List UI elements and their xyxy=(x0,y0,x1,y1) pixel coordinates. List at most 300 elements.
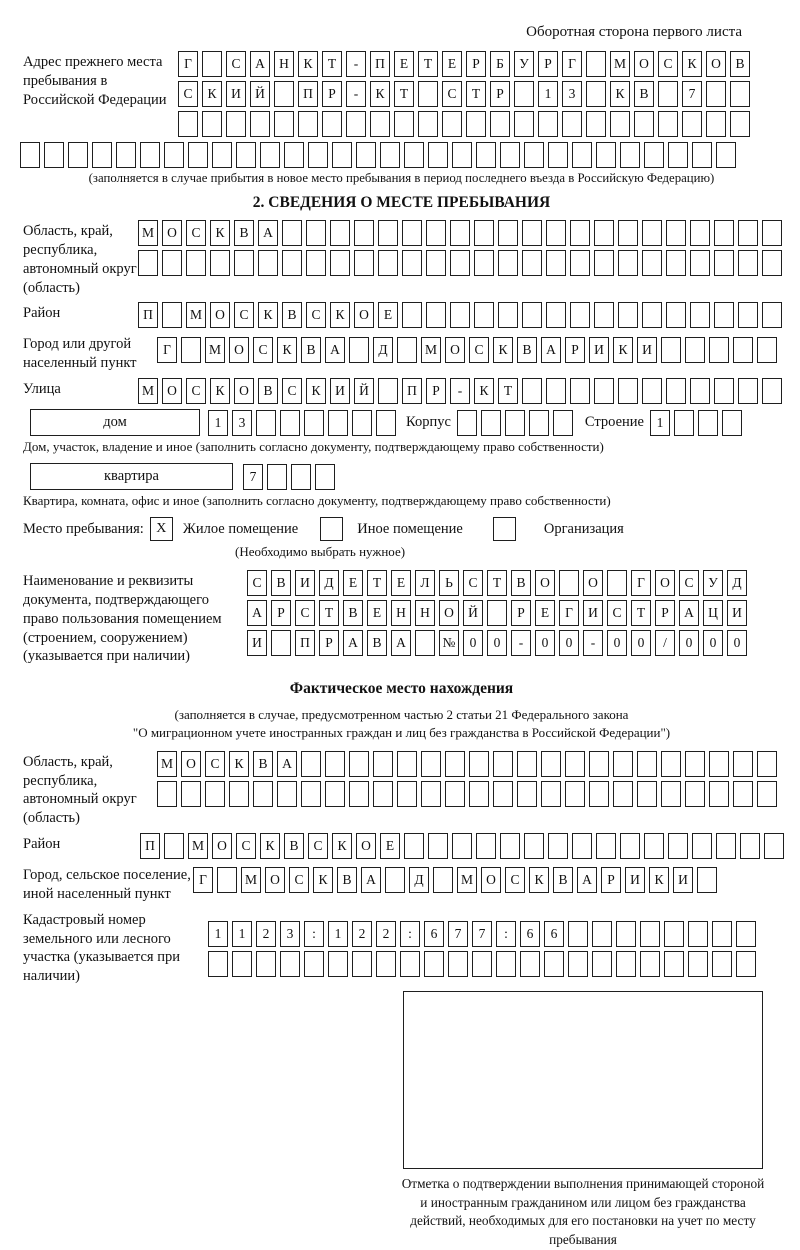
form-cell[interactable]: В xyxy=(517,337,537,363)
form-cell[interactable] xyxy=(666,220,686,246)
form-cell[interactable]: Р xyxy=(601,867,621,893)
form-cell[interactable] xyxy=(514,111,534,137)
form-cell[interactable] xyxy=(688,951,708,977)
form-cell[interactable] xyxy=(202,111,222,137)
form-cell[interactable] xyxy=(685,781,705,807)
form-cell[interactable] xyxy=(370,111,390,137)
form-cell[interactable]: К xyxy=(529,867,549,893)
form-cell[interactable]: К xyxy=(474,378,494,404)
form-cell[interactable]: И xyxy=(625,867,645,893)
form-cell[interactable] xyxy=(385,867,405,893)
form-cell[interactable] xyxy=(706,81,726,107)
form-cell[interactable]: Г xyxy=(562,51,582,77)
form-cell[interactable] xyxy=(596,833,616,859)
form-cell[interactable]: В xyxy=(234,220,254,246)
form-cell[interactable] xyxy=(714,250,734,276)
form-cell[interactable] xyxy=(378,250,398,276)
form-cell[interactable] xyxy=(404,833,424,859)
form-cell[interactable] xyxy=(692,142,712,168)
form-cell[interactable]: Д xyxy=(409,867,429,893)
form-cell[interactable] xyxy=(256,410,276,436)
form-cell[interactable] xyxy=(716,833,736,859)
form-cell[interactable]: С xyxy=(289,867,309,893)
form-cell[interactable] xyxy=(178,111,198,137)
form-cell[interactable] xyxy=(260,142,280,168)
form-cell[interactable] xyxy=(421,751,441,777)
form-cell[interactable]: 0 xyxy=(727,630,747,656)
form-cell[interactable]: 1 xyxy=(208,410,228,436)
form-cell[interactable]: А xyxy=(247,600,267,626)
form-cell[interactable] xyxy=(640,951,660,977)
form-cell[interactable]: Д xyxy=(319,570,339,596)
form-cell[interactable]: Е xyxy=(442,51,462,77)
form-cell[interactable]: М xyxy=(138,378,158,404)
form-cell[interactable]: С xyxy=(186,220,206,246)
form-cell[interactable]: И xyxy=(673,867,693,893)
form-cell[interactable] xyxy=(690,302,710,328)
form-cell[interactable] xyxy=(546,378,566,404)
form-cell[interactable]: Е xyxy=(535,600,555,626)
form-cell[interactable] xyxy=(330,220,350,246)
form-cell[interactable] xyxy=(229,781,249,807)
form-cell[interactable] xyxy=(762,250,782,276)
form-cell[interactable]: - xyxy=(346,51,366,77)
form-cell[interactable] xyxy=(162,250,182,276)
form-cell[interactable]: - xyxy=(511,630,531,656)
form-cell[interactable]: О xyxy=(162,220,182,246)
form-cell[interactable] xyxy=(589,781,609,807)
form-cell[interactable]: С xyxy=(282,378,302,404)
form-cell[interactable]: 0 xyxy=(487,630,507,656)
form-cell[interactable] xyxy=(688,921,708,947)
form-cell[interactable] xyxy=(415,630,435,656)
form-cell[interactable] xyxy=(472,951,492,977)
form-cell[interactable]: Ь xyxy=(439,570,459,596)
form-cell[interactable] xyxy=(291,464,311,490)
form-cell[interactable] xyxy=(181,781,201,807)
form-cell[interactable]: Й xyxy=(354,378,374,404)
form-cell[interactable]: О xyxy=(583,570,603,596)
form-cell[interactable]: С xyxy=(308,833,328,859)
form-cell[interactable] xyxy=(666,250,686,276)
form-cell[interactable]: Г xyxy=(178,51,198,77)
form-cell[interactable] xyxy=(280,410,300,436)
form-cell[interactable] xyxy=(232,951,252,977)
form-cell[interactable]: О xyxy=(439,600,459,626)
form-cell[interactable] xyxy=(328,410,348,436)
form-cell[interactable] xyxy=(498,250,518,276)
form-cell[interactable] xyxy=(618,220,638,246)
form-cell[interactable]: С xyxy=(226,51,246,77)
form-cell[interactable] xyxy=(256,951,276,977)
form-cell[interactable] xyxy=(284,142,304,168)
form-cell[interactable] xyxy=(757,781,777,807)
form-cell[interactable] xyxy=(522,378,542,404)
form-cell[interactable]: К xyxy=(313,867,333,893)
form-cell[interactable] xyxy=(553,410,573,436)
form-cell[interactable]: А xyxy=(679,600,699,626)
form-cell[interactable] xyxy=(498,220,518,246)
form-cell[interactable]: М xyxy=(138,220,158,246)
form-cell[interactable] xyxy=(282,220,302,246)
form-cell[interactable] xyxy=(352,951,372,977)
form-cell[interactable] xyxy=(380,142,400,168)
form-cell[interactable] xyxy=(668,142,688,168)
form-cell[interactable] xyxy=(505,410,525,436)
form-cell[interactable]: О xyxy=(181,751,201,777)
form-cell[interactable] xyxy=(498,302,518,328)
form-cell[interactable] xyxy=(346,111,366,137)
form-cell[interactable] xyxy=(685,751,705,777)
form-cell[interactable]: П xyxy=(402,378,422,404)
form-cell[interactable]: И xyxy=(247,630,267,656)
form-cell[interactable] xyxy=(274,81,294,107)
form-cell[interactable]: К xyxy=(493,337,513,363)
form-cell[interactable] xyxy=(514,81,534,107)
form-cell[interactable]: О xyxy=(535,570,555,596)
form-cell[interactable]: В xyxy=(284,833,304,859)
form-cell[interactable] xyxy=(354,250,374,276)
form-cell[interactable] xyxy=(92,142,112,168)
form-cell[interactable]: В xyxy=(271,570,291,596)
form-cell[interactable] xyxy=(757,751,777,777)
form-cell[interactable]: : xyxy=(400,921,420,947)
form-cell[interactable]: И xyxy=(589,337,609,363)
form-cell[interactable] xyxy=(306,250,326,276)
form-cell[interactable] xyxy=(541,751,561,777)
form-cell[interactable]: А xyxy=(250,51,270,77)
form-cell[interactable] xyxy=(594,250,614,276)
form-cell[interactable] xyxy=(546,220,566,246)
form-cell[interactable]: О xyxy=(210,302,230,328)
form-cell[interactable]: - xyxy=(450,378,470,404)
form-cell[interactable] xyxy=(445,781,465,807)
form-cell[interactable] xyxy=(301,751,321,777)
form-cell[interactable] xyxy=(476,142,496,168)
form-cell[interactable]: И xyxy=(295,570,315,596)
form-cell[interactable] xyxy=(466,111,486,137)
form-cell[interactable]: О xyxy=(445,337,465,363)
form-cell[interactable]: М xyxy=(186,302,206,328)
form-cell[interactable]: 2 xyxy=(376,921,396,947)
form-cell[interactable]: О xyxy=(265,867,285,893)
form-cell[interactable]: К xyxy=(649,867,669,893)
form-cell[interactable] xyxy=(666,378,686,404)
form-cell[interactable] xyxy=(644,142,664,168)
form-cell[interactable]: Р xyxy=(426,378,446,404)
form-cell[interactable]: 0 xyxy=(463,630,483,656)
form-cell[interactable]: С xyxy=(306,302,326,328)
form-cell[interactable] xyxy=(562,111,582,137)
form-cell[interactable] xyxy=(618,302,638,328)
form-cell[interactable]: М xyxy=(421,337,441,363)
form-cell[interactable]: - xyxy=(346,81,366,107)
form-cell[interactable] xyxy=(664,951,684,977)
form-cell[interactable]: Г xyxy=(559,600,579,626)
form-cell[interactable]: Д xyxy=(373,337,393,363)
checkbox-residential[interactable]: X xyxy=(150,517,173,541)
form-cell[interactable]: К xyxy=(332,833,352,859)
form-cell[interactable]: К xyxy=(306,378,326,404)
form-cell[interactable]: Р xyxy=(655,600,675,626)
form-cell[interactable] xyxy=(658,81,678,107)
form-cell[interactable]: 3 xyxy=(232,410,252,436)
form-cell[interactable] xyxy=(570,378,590,404)
form-cell[interactable]: С xyxy=(679,570,699,596)
form-cell[interactable] xyxy=(570,302,590,328)
form-cell[interactable]: О xyxy=(162,378,182,404)
form-cell[interactable]: К xyxy=(258,302,278,328)
form-cell[interactable]: В xyxy=(301,337,321,363)
form-cell[interactable]: Р xyxy=(319,630,339,656)
form-cell[interactable] xyxy=(592,951,612,977)
form-cell[interactable]: 2 xyxy=(352,921,372,947)
form-cell[interactable] xyxy=(469,781,489,807)
form-cell[interactable] xyxy=(493,781,513,807)
form-cell[interactable] xyxy=(474,302,494,328)
form-cell[interactable] xyxy=(493,751,513,777)
form-cell[interactable] xyxy=(217,867,237,893)
form-cell[interactable] xyxy=(116,142,136,168)
form-cell[interactable] xyxy=(253,781,273,807)
form-cell[interactable] xyxy=(424,951,444,977)
form-cell[interactable]: Д xyxy=(727,570,747,596)
form-cell[interactable] xyxy=(442,111,462,137)
form-cell[interactable] xyxy=(546,250,566,276)
form-cell[interactable]: Е xyxy=(367,600,387,626)
form-cell[interactable] xyxy=(301,781,321,807)
form-cell[interactable] xyxy=(570,250,590,276)
form-cell[interactable]: О xyxy=(356,833,376,859)
form-cell[interactable] xyxy=(308,142,328,168)
form-cell[interactable]: А xyxy=(541,337,561,363)
form-cell[interactable]: Т xyxy=(418,51,438,77)
form-cell[interactable] xyxy=(517,751,537,777)
form-cell[interactable]: К xyxy=(260,833,280,859)
form-cell[interactable]: Ц xyxy=(703,600,723,626)
form-cell[interactable] xyxy=(716,142,736,168)
form-cell[interactable]: С xyxy=(205,751,225,777)
form-cell[interactable] xyxy=(373,781,393,807)
form-cell[interactable] xyxy=(404,142,424,168)
form-cell[interactable] xyxy=(642,250,662,276)
form-cell[interactable] xyxy=(397,337,417,363)
form-cell[interactable]: С xyxy=(607,600,627,626)
form-cell[interactable]: Л xyxy=(415,570,435,596)
form-cell[interactable] xyxy=(186,250,206,276)
form-cell[interactable] xyxy=(698,410,718,436)
form-cell[interactable] xyxy=(157,781,177,807)
form-cell[interactable] xyxy=(325,751,345,777)
form-cell[interactable] xyxy=(586,81,606,107)
form-cell[interactable] xyxy=(426,250,446,276)
form-cell[interactable]: № xyxy=(439,630,459,656)
form-cell[interactable] xyxy=(271,630,291,656)
form-cell[interactable] xyxy=(421,781,441,807)
form-cell[interactable]: О xyxy=(706,51,726,77)
form-cell[interactable] xyxy=(450,220,470,246)
form-cell[interactable] xyxy=(164,833,184,859)
form-cell[interactable]: С xyxy=(463,570,483,596)
form-cell[interactable] xyxy=(661,781,681,807)
form-cell[interactable] xyxy=(692,833,712,859)
form-cell[interactable]: С xyxy=(253,337,273,363)
form-cell[interactable]: М xyxy=(157,751,177,777)
form-cell[interactable]: В xyxy=(730,51,750,77)
form-cell[interactable] xyxy=(474,220,494,246)
form-cell[interactable]: Р xyxy=(490,81,510,107)
form-cell[interactable] xyxy=(637,751,657,777)
form-cell[interactable] xyxy=(714,378,734,404)
form-cell[interactable] xyxy=(637,781,657,807)
form-cell[interactable] xyxy=(709,337,729,363)
form-cell[interactable] xyxy=(738,302,758,328)
form-cell[interactable] xyxy=(378,220,398,246)
form-cell[interactable] xyxy=(162,302,182,328)
form-cell[interactable] xyxy=(524,142,544,168)
form-cell[interactable]: П xyxy=(298,81,318,107)
form-cell[interactable] xyxy=(402,302,422,328)
form-cell[interactable] xyxy=(572,142,592,168)
form-cell[interactable] xyxy=(258,250,278,276)
form-cell[interactable] xyxy=(541,781,561,807)
form-cell[interactable]: И xyxy=(583,600,603,626)
form-cell[interactable] xyxy=(212,142,232,168)
form-cell[interactable] xyxy=(620,833,640,859)
form-cell[interactable]: В xyxy=(253,751,273,777)
form-cell[interactable] xyxy=(524,833,544,859)
form-cell[interactable]: У xyxy=(703,570,723,596)
form-cell[interactable] xyxy=(522,302,542,328)
form-cell[interactable]: У xyxy=(514,51,534,77)
form-cell[interactable] xyxy=(690,220,710,246)
form-cell[interactable]: И xyxy=(637,337,657,363)
form-cell[interactable] xyxy=(685,337,705,363)
form-cell[interactable] xyxy=(548,833,568,859)
form-cell[interactable] xyxy=(634,111,654,137)
form-cell[interactable] xyxy=(697,867,717,893)
form-cell[interactable]: В xyxy=(511,570,531,596)
form-cell[interactable]: С xyxy=(186,378,206,404)
form-cell[interactable]: Н xyxy=(391,600,411,626)
form-cell[interactable]: П xyxy=(295,630,315,656)
form-cell[interactable] xyxy=(666,302,686,328)
form-cell[interactable] xyxy=(559,570,579,596)
form-cell[interactable]: Т xyxy=(394,81,414,107)
form-cell[interactable] xyxy=(642,302,662,328)
form-cell[interactable] xyxy=(304,410,324,436)
form-cell[interactable] xyxy=(188,142,208,168)
form-cell[interactable] xyxy=(349,337,369,363)
form-cell[interactable] xyxy=(565,751,585,777)
form-cell[interactable] xyxy=(757,337,777,363)
form-cell[interactable]: В xyxy=(553,867,573,893)
form-cell[interactable] xyxy=(210,250,230,276)
form-cell[interactable]: А xyxy=(258,220,278,246)
form-cell[interactable]: 1 xyxy=(208,921,228,947)
checkbox-organization[interactable] xyxy=(493,517,516,541)
form-cell[interactable]: 3 xyxy=(562,81,582,107)
form-cell[interactable]: Г xyxy=(193,867,213,893)
form-cell[interactable]: Р xyxy=(538,51,558,77)
form-cell[interactable] xyxy=(418,81,438,107)
form-cell[interactable] xyxy=(762,378,782,404)
form-cell[interactable] xyxy=(594,378,614,404)
form-cell[interactable]: Т xyxy=(498,378,518,404)
form-cell[interactable] xyxy=(594,302,614,328)
form-cell[interactable]: В xyxy=(282,302,302,328)
form-cell[interactable] xyxy=(620,142,640,168)
form-cell[interactable] xyxy=(20,142,40,168)
form-cell[interactable]: 0 xyxy=(559,630,579,656)
form-cell[interactable] xyxy=(44,142,64,168)
form-cell[interactable]: 7 xyxy=(448,921,468,947)
form-cell[interactable]: С xyxy=(295,600,315,626)
form-cell[interactable]: Т xyxy=(367,570,387,596)
form-cell[interactable]: 0 xyxy=(631,630,651,656)
form-cell[interactable] xyxy=(762,302,782,328)
form-cell[interactable]: А xyxy=(325,337,345,363)
form-cell[interactable]: К xyxy=(613,337,633,363)
form-cell[interactable]: Н xyxy=(415,600,435,626)
form-cell[interactable] xyxy=(682,111,702,137)
form-cell[interactable]: К xyxy=(682,51,702,77)
form-cell[interactable]: Е xyxy=(394,51,414,77)
form-cell[interactable]: 7 xyxy=(243,464,263,490)
form-cell[interactable] xyxy=(325,781,345,807)
form-cell[interactable] xyxy=(610,111,630,137)
form-cell[interactable] xyxy=(544,951,564,977)
form-cell[interactable] xyxy=(68,142,88,168)
form-cell[interactable] xyxy=(349,751,369,777)
form-cell[interactable] xyxy=(397,781,417,807)
form-cell[interactable] xyxy=(613,781,633,807)
form-cell[interactable]: Б xyxy=(490,51,510,77)
form-cell[interactable]: М xyxy=(457,867,477,893)
form-cell[interactable]: 1 xyxy=(328,921,348,947)
form-cell[interactable]: 1 xyxy=(232,921,252,947)
form-cell[interactable]: 6 xyxy=(520,921,540,947)
form-cell[interactable] xyxy=(373,751,393,777)
form-cell[interactable]: И xyxy=(330,378,350,404)
form-cell[interactable]: О xyxy=(634,51,654,77)
form-cell[interactable]: Г xyxy=(157,337,177,363)
form-cell[interactable] xyxy=(330,250,350,276)
form-cell[interactable] xyxy=(568,951,588,977)
form-cell[interactable] xyxy=(607,570,627,596)
form-cell[interactable]: Т xyxy=(631,600,651,626)
form-cell[interactable]: М xyxy=(241,867,261,893)
form-cell[interactable]: В xyxy=(634,81,654,107)
form-cell[interactable] xyxy=(529,410,549,436)
form-cell[interactable] xyxy=(356,142,376,168)
form-cell[interactable]: 6 xyxy=(424,921,444,947)
form-cell[interactable] xyxy=(280,951,300,977)
form-cell[interactable] xyxy=(522,220,542,246)
form-cell[interactable] xyxy=(546,302,566,328)
form-cell[interactable]: Р xyxy=(271,600,291,626)
form-cell[interactable]: К xyxy=(370,81,390,107)
form-cell[interactable]: И xyxy=(727,600,747,626)
form-cell[interactable]: С xyxy=(505,867,525,893)
form-cell[interactable]: В xyxy=(367,630,387,656)
form-cell[interactable]: К xyxy=(298,51,318,77)
form-cell[interactable]: М xyxy=(205,337,225,363)
form-cell[interactable] xyxy=(315,464,335,490)
form-cell[interactable] xyxy=(426,220,446,246)
form-cell[interactable] xyxy=(730,81,750,107)
form-cell[interactable] xyxy=(762,220,782,246)
